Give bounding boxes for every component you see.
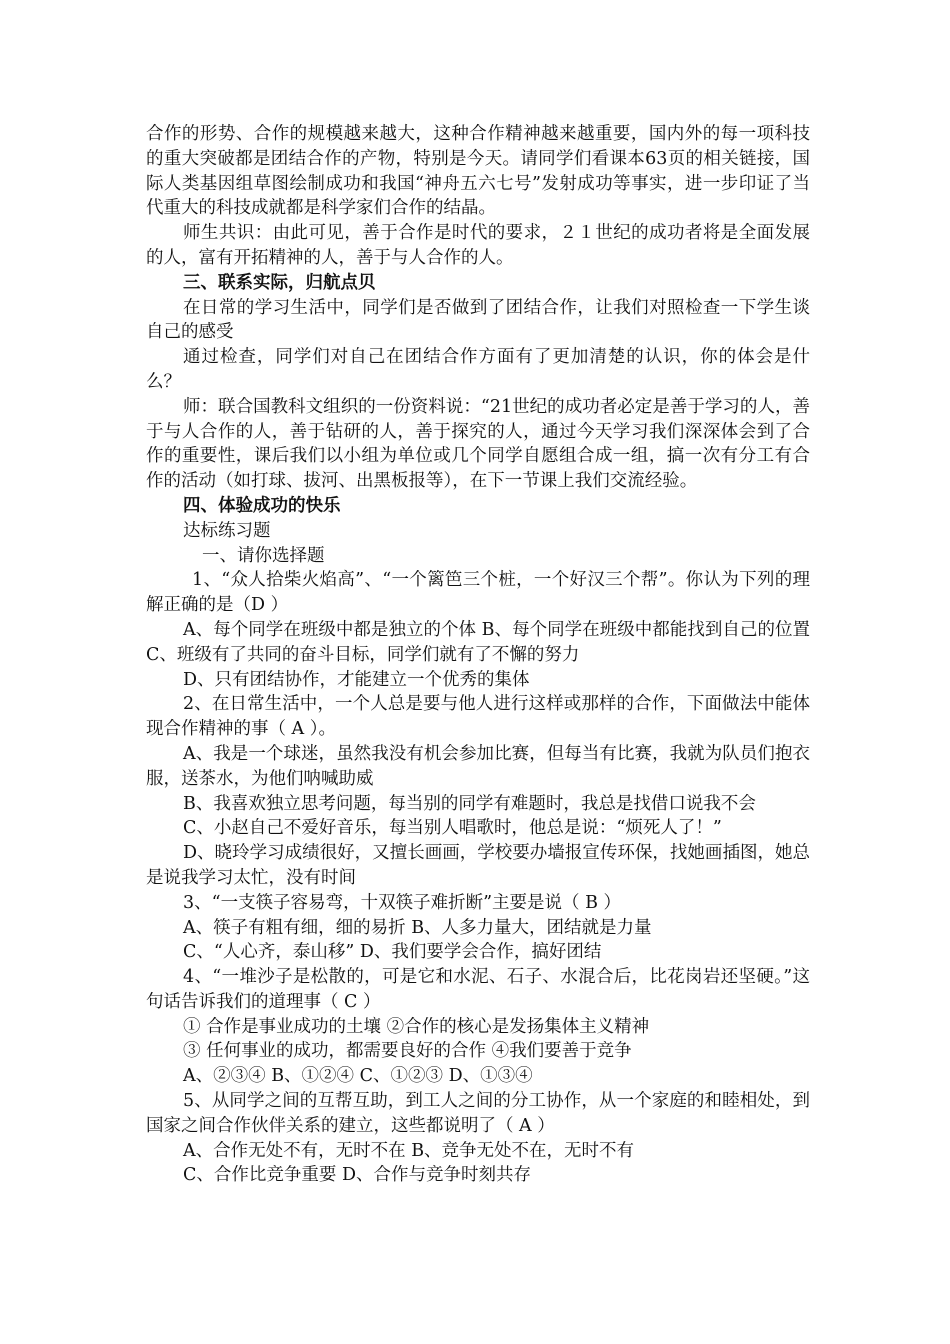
question-5: 5、从同学之间的互帮互助，到工人之间的分工协作，从一个家庭的和睦相处，到国家之间合作伙伴关系的建立，这些都说明了（ A ） <box>146 1091 810 1136</box>
question-4-statements-12: ① 合作是事业成功的土壤 ②合作的核心是发扬集体主义精神 <box>183 1016 650 1037</box>
document-body <box>146 122 828 1188</box>
question-3-options-ab: A、筷子有粗有细，细的易折 B、人多力量大，团结就是力量 <box>183 917 652 938</box>
question-2: 2、在日常生活中，一个人总是要与他人进行这样或那样的合作，下面做法中能体现合作精神的事（ A ）。 <box>146 694 810 740</box>
question-1-options-abc: A、每个同学在班级中都是独立的个体 B、每个同学在班级中都能找到自己的位置 C、班级有了共同的奋斗目标，同学们就有了不懈的努力 <box>146 619 828 665</box>
question-5-options-cd: C、合作比竞争重要 D、合作与竞争时刻共存 <box>183 1165 531 1186</box>
question-1: 1、“众人拾柴火焰高”、“一个篱笆三个桩，一个好汉三个帮”。你认为下列的理解正确的是（D ） <box>146 570 810 616</box>
paragraph-teacher-quote: 师：联合国教科文组织的一份资料说：“21世纪的成功者必定是善于学习的人，善于与人合作的人，善于钻研的人，善于探究的人，通过今天学习我们深深体会到了合作的重要性，课后我们以小组为单位或几个同学自愿组合成一组，搞一次有分工有合作的活动（如打球、拔河、出黑板报等），在下一节课上我们交流经验。 <box>146 396 810 492</box>
question-4: 4、“一堆沙子是松散的，可是它和水泥、石子、水混合后，比花岗岩还坚硬。”这句话告诉我们的道理事（ C ） <box>146 967 810 1012</box>
paragraph-consensus: 师生共识：由此可见，善于合作是时代的要求，２１世纪的成功者将是全面发展的人，富有开拓精神的人，善于与人合作的人。 <box>146 223 810 268</box>
exercise-part-heading: 一、请你选择题 <box>202 545 325 566</box>
exercise-title: 达标练习题 <box>183 520 271 541</box>
question-3-options-cd: C、“人心齐，泰山移” D、我们要学会合作，搞好团结 <box>183 942 602 963</box>
paragraph-reflection: 通过检查，同学们对自己在团结合作方面有了更加清楚的认识，你的体会是什么？ <box>146 347 810 392</box>
question-5-options-ab: A、合作无处不有，无时不在 B、竞争无处不在，无时不有 <box>183 1140 635 1161</box>
question-4-options: A、②③④ B、①②④ C、①②③ D、①③④ <box>183 1066 533 1087</box>
question-4-statements-34: ③ 任何事业的成功，都需要良好的合作 ④我们要善于竞争 <box>183 1041 632 1062</box>
question-3: 3、“一支筷子容易弯，十双筷子难折断”主要是说（ B ） <box>183 892 622 913</box>
section-heading-3: 三、联系实际，归航点贝 <box>183 272 376 293</box>
question-2-option-d: D、晓玲学习成绩很好，又擅长画画，学校要办墙报宣传环保，找她画插图，她总是说我学习太忙，没有时间 <box>146 843 810 888</box>
paragraph-self-check: 在日常的学习生活中，同学们是否做到了团结合作，让我们对照检查一下学生谈自己的感受 <box>146 297 810 343</box>
question-2-option-b: B、我喜欢独立思考问题，每当别的同学有难题时，我总是找借口说我不会 <box>183 793 756 814</box>
paragraph-cooperation-trend: 合作的形势、合作的规模越来越大，这种合作精神越来越重要，国内外的每一项科技的重大突破都是团结合作的产物，特别是今天。请同学们看课本63页的相关链接，国际人类基因组草图绘制成功和我国“神舟五六七号”发射成功等事实，进一步印证了当代重大的科技成就都是科学家们合作的结晶。 <box>146 124 810 219</box>
question-1-option-d: D、只有团结协作，才能建立一个优秀的集体 <box>183 669 530 690</box>
section-heading-4: 四、体验成功的快乐 <box>183 495 341 516</box>
question-2-option-a: A、我是一个球迷，虽然我没有机会参加比赛，但每当有比赛，我就为队员们抱衣服，送茶水，为他们呐喊助威 <box>146 743 810 789</box>
question-2-option-c: C、小赵自己不爱好音乐，每当别人唱歌时，他总是说：“烦死人了！” <box>183 818 722 839</box>
